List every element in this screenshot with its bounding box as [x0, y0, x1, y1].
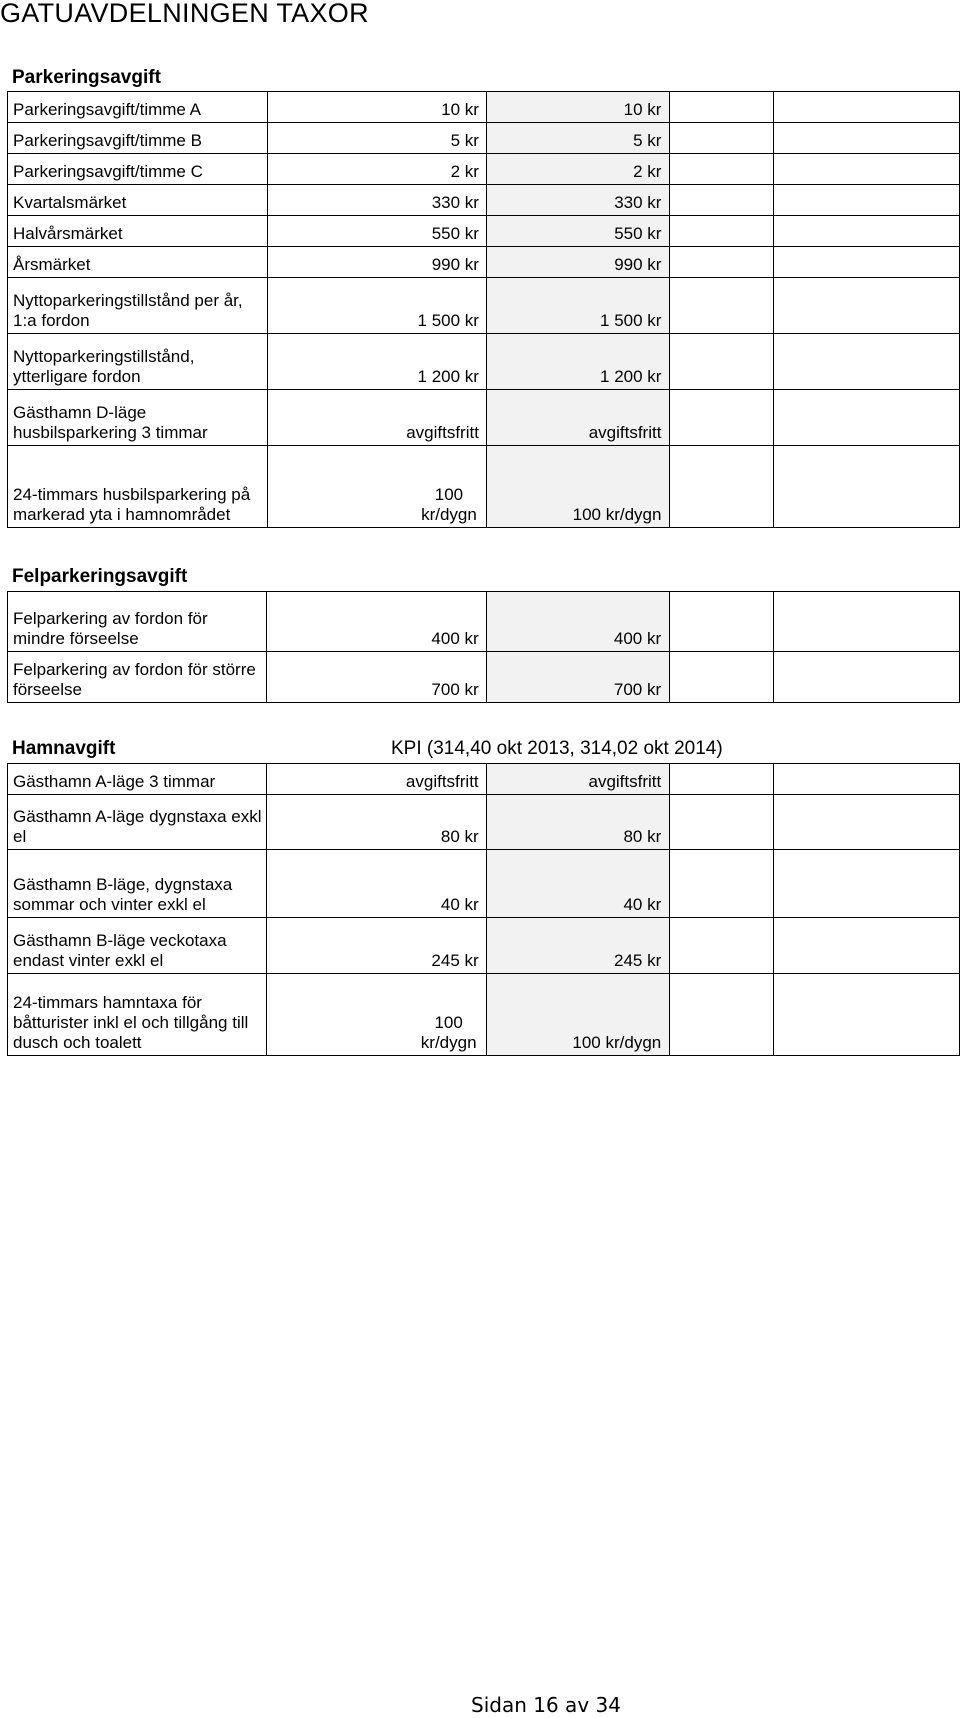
fee-value: 1 500 kr — [486, 278, 670, 334]
empty-cell — [670, 216, 773, 247]
fee-value: 1 500 kr — [267, 278, 486, 334]
fee-value: 400 kr — [486, 592, 669, 652]
empty-cell — [670, 592, 774, 652]
fee-value-text: 100 kr/dygn — [420, 1013, 477, 1052]
empty-cell — [773, 918, 959, 974]
fee-label: Parkeringsavgift/timme B — [8, 123, 268, 154]
fee-value: 550 kr — [267, 216, 486, 247]
empty-cell — [773, 154, 959, 185]
section-heading-felparkeringsavgift: Felparkeringsavgift — [12, 566, 188, 587]
empty-cell — [773, 592, 959, 652]
empty-cell — [670, 154, 773, 185]
fee-value: 330 kr — [486, 185, 670, 216]
fee-table-felparkeringsavgift — [7, 591, 960, 703]
empty-cell — [773, 92, 959, 123]
table-row — [8, 185, 960, 216]
table-row — [8, 795, 960, 850]
fee-value: 2 kr — [267, 154, 486, 185]
fee-value: 10 kr — [267, 92, 486, 123]
fee-label: Gästhamn D-läge husbilsparkering 3 timmar — [8, 390, 268, 446]
empty-cell — [773, 974, 959, 1056]
fee-table-parkeringsavgift — [7, 91, 960, 528]
empty-cell — [773, 764, 959, 795]
fee-value: 5 kr — [486, 123, 670, 154]
fee-value: 400 kr — [267, 592, 486, 652]
table-row — [8, 390, 960, 446]
fee-label: Gästhamn A-läge 3 timmar — [8, 764, 267, 795]
empty-cell — [670, 918, 774, 974]
empty-cell — [670, 974, 774, 1056]
table-row — [8, 850, 960, 918]
empty-cell — [773, 278, 959, 334]
fee-value — [267, 974, 486, 1056]
fee-value: 40 kr — [486, 850, 670, 918]
fee-label: Parkeringsavgift/timme C — [8, 154, 268, 185]
table-row — [8, 652, 960, 703]
fee-value-text: 100 kr/dygn — [421, 485, 477, 524]
fee-value: 80 kr — [267, 795, 486, 850]
empty-cell — [670, 446, 773, 528]
table-row — [8, 446, 960, 528]
fee-value: avgiftsfritt — [486, 764, 670, 795]
fee-label: 24-timmars husbilsparkering på markerad yta i hamnområdet — [8, 446, 268, 528]
page-title: GATUAVDELNINGEN TAXOR — [0, 0, 369, 28]
fee-label: Gästhamn B-läge, dygnstaxa sommar och vinter exkl el — [8, 850, 267, 918]
empty-cell — [773, 247, 959, 278]
fee-value: 80 kr — [486, 795, 670, 850]
empty-cell — [670, 764, 774, 795]
empty-cell — [773, 652, 959, 703]
fee-value: 990 kr — [267, 247, 486, 278]
empty-cell — [773, 390, 959, 446]
empty-cell — [670, 247, 773, 278]
fee-label: Nyttoparkeringstillstånd per år, 1:a fordon — [8, 278, 268, 334]
fee-value: 700 kr — [267, 652, 486, 703]
fee-table-hamnavgift — [7, 763, 960, 1056]
fee-label: Nyttoparkeringstillstånd, ytterligare fordon — [8, 334, 268, 390]
empty-cell — [670, 652, 774, 703]
empty-cell — [670, 390, 773, 446]
section-heading-hamnavgift: Hamnavgift — [12, 738, 116, 759]
fee-value: 550 kr — [486, 216, 670, 247]
empty-cell — [773, 334, 959, 390]
fee-value: 100 kr/dygn — [486, 446, 670, 528]
fee-label: Halvårsmärket — [8, 216, 268, 247]
empty-cell — [670, 795, 774, 850]
fee-value: avgiftsfritt — [267, 764, 486, 795]
table-row — [8, 216, 960, 247]
kpi-note: KPI (314,40 okt 2013, 314,02 okt 2014) — [391, 738, 723, 759]
empty-cell — [773, 123, 959, 154]
fee-label: Felparkering av fordon för större förseelse — [8, 652, 267, 703]
empty-cell — [773, 850, 959, 918]
fee-value: 5 kr — [267, 123, 486, 154]
table-row — [8, 334, 960, 390]
fee-value: 100 kr/dygn — [486, 974, 670, 1056]
empty-cell — [670, 850, 774, 918]
fee-label: Parkeringsavgift/timme A — [8, 92, 268, 123]
table-row — [8, 92, 960, 123]
empty-cell — [670, 92, 773, 123]
fee-label: Gästhamn B-läge veckotaxa endast vinter exkl el — [8, 918, 267, 974]
fee-value: 330 kr — [267, 185, 486, 216]
empty-cell — [773, 185, 959, 216]
fee-value: avgiftsfritt — [486, 390, 670, 446]
fee-label: Gästhamn A-läge dygnstaxa exkl el — [8, 795, 267, 850]
fee-label: 24-timmars hamntaxa för båtturister inkl el och tillgång till dusch och toalett — [8, 974, 267, 1056]
fee-value — [267, 446, 486, 528]
table-row — [8, 278, 960, 334]
fee-value: 10 kr — [486, 92, 670, 123]
fee-label: Kvartalsmärket — [8, 185, 268, 216]
table-row — [8, 154, 960, 185]
empty-cell — [670, 334, 773, 390]
fee-value: 245 kr — [486, 918, 670, 974]
empty-cell — [773, 795, 959, 850]
fee-value: 700 kr — [486, 652, 669, 703]
fee-label: Felparkering av fordon för mindre förseelse — [8, 592, 267, 652]
fee-value: 1 200 kr — [267, 334, 486, 390]
fee-value: 2 kr — [486, 154, 670, 185]
table-row — [8, 764, 960, 795]
table-row — [8, 974, 960, 1056]
table-row — [8, 247, 960, 278]
fee-value: 245 kr — [267, 918, 486, 974]
fee-value: 1 200 kr — [486, 334, 670, 390]
empty-cell — [773, 216, 959, 247]
fee-label: Årsmärket — [8, 247, 268, 278]
empty-cell — [670, 185, 773, 216]
table-row — [8, 592, 960, 652]
empty-cell — [670, 278, 773, 334]
fee-value: 40 kr — [267, 850, 486, 918]
empty-cell — [773, 446, 959, 528]
fee-value: avgiftsfritt — [267, 390, 486, 446]
fee-value: 990 kr — [486, 247, 670, 278]
table-row — [8, 123, 960, 154]
table-row — [8, 918, 960, 974]
page-number-footer: Sidan 16 av 34 — [471, 1693, 621, 1717]
empty-cell — [670, 123, 773, 154]
section-heading-parkeringsavgift: Parkeringsavgift — [12, 67, 161, 88]
